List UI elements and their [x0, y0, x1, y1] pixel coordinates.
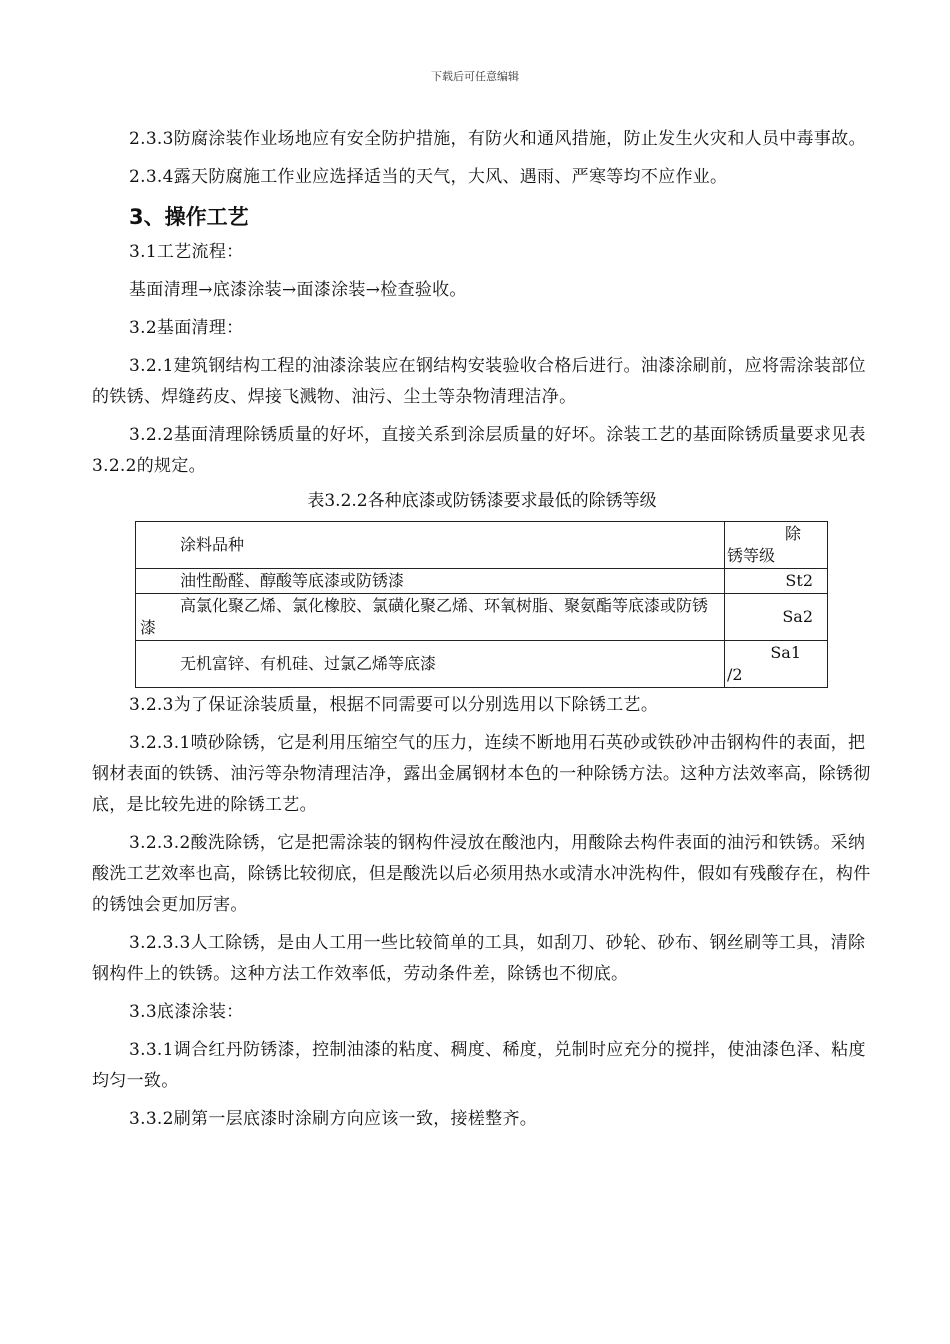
paragraph-3-2: 3.2基面清理：: [129, 318, 244, 338]
coating-type-cell: 油性酚醛、醇酸等底漆或防锈漆: [136, 569, 725, 594]
process-flow: 基面清理→底漆涂装→面漆涂装→检查验收。: [129, 280, 467, 300]
header-coating-type: 涂料品种: [136, 522, 725, 569]
paragraph-2-3-3: 2.3.3防腐涂装作业场地应有安全防护措施，有防火和通风措施，防止发生火灾和人员中毒事故。: [129, 129, 866, 149]
header-rust-grade: [725, 522, 828, 569]
rust-removal-grade-table: [135, 521, 828, 688]
coating-type-cell: 无机富锌、有机硅、过氯乙烯等底漆: [136, 641, 725, 688]
section-heading-3: 3、操作工艺: [129, 205, 249, 229]
grade-line1: Sa1: [770, 643, 801, 662]
paragraph-3-1: 3.1工艺流程：: [129, 242, 244, 262]
grade-cell: St2: [725, 569, 828, 594]
table-header-row: [136, 522, 828, 569]
paragraph-3-2-3: 3.2.3为了保证涂装质量，根据不同需要可以分别选用以下除锈工艺。: [129, 695, 659, 715]
table-row: [136, 641, 828, 688]
paragraph-3-2-1: 3.2.1建筑钢结构工程的油漆涂装应在钢结构安装验收合格后进行。油漆涂刷前，应将需涂装部位的铁锈、焊缝药皮、焊接飞溅物、油污、尘土等杂物清理洁净。: [92, 356, 866, 407]
table-caption: 表3.2.2各种底漆或防锈漆要求最低的除锈等级: [307, 491, 657, 511]
paragraph-2-3-4: 2.3.4露天防腐施工作业应选择适当的天气，大风、遇雨、严寒等均不应作业。: [129, 167, 728, 187]
grade-cell: Sa2: [725, 594, 828, 641]
paragraph-3-2-3-3: 3.2.3.3人工除锈，是由人工用一些比较简单的工具，如刮刀、砂轮、砂布、钢丝刷等工具，清除钢构件上的铁锈。这种方法工作效率低，劳动条件差，除锈也不彻底。: [92, 933, 866, 984]
header-rust-grade-line1: 除: [784, 524, 801, 543]
paragraph-3-2-3-1: 3.2.3.1喷砂除锈，它是利用压缩空气的压力，连续不断地用石英砂或铁砂冲击钢构件的表面，把钢材表面的铁锈、油污等杂物清理洁净，露出金属钢材本色的一种除锈方法。这种方法效率高，除锈彻底，是比较先进的除锈工艺。: [92, 733, 871, 815]
grade-line2: /2: [727, 665, 743, 684]
paragraph-3-3-2: 3.3.2刷第一层底漆时涂刷方向应该一致，接槎整齐。: [129, 1109, 538, 1129]
paragraph-3-2-3-2: 3.2.3.2酸洗除锈，它是把需涂装的钢构件浸放在酸池内，用酸除去构件表面的油污和铁锈。采纳酸洗工艺效率也高，除锈比较彻底，但是酸洗以后必须用热水或清水冲洗构件，假如有残酸存在，构件的锈蚀会更加厉害。: [92, 833, 871, 915]
coating-type-cell: 高氯化聚乙烯、氯化橡胶、氯磺化聚乙烯、环氧树脂、聚氨酯等底漆或防锈漆: [136, 594, 725, 641]
paragraph-3-2-2: 3.2.2基面清理除锈质量的好坏，直接关系到涂层质量的好坏。涂装工艺的基面除锈质量要求见表3.2.2的规定。: [92, 425, 866, 476]
paragraph-3-3: 3.3底漆涂装：: [129, 1002, 244, 1022]
table-row: [136, 594, 828, 641]
page-header: 下载后可任意编辑: [431, 70, 519, 83]
document-body: [92, 124, 872, 1142]
table-row: [136, 569, 828, 594]
paragraph-3-3-1: 3.3.1调合红丹防锈漆，控制油漆的粘度、稠度、稀度，兑制时应充分的搅拌，使油漆色泽、粘度均匀一致。: [92, 1040, 866, 1091]
grade-cell: [725, 641, 828, 688]
header-rust-grade-line2: 锈等级: [727, 546, 776, 565]
